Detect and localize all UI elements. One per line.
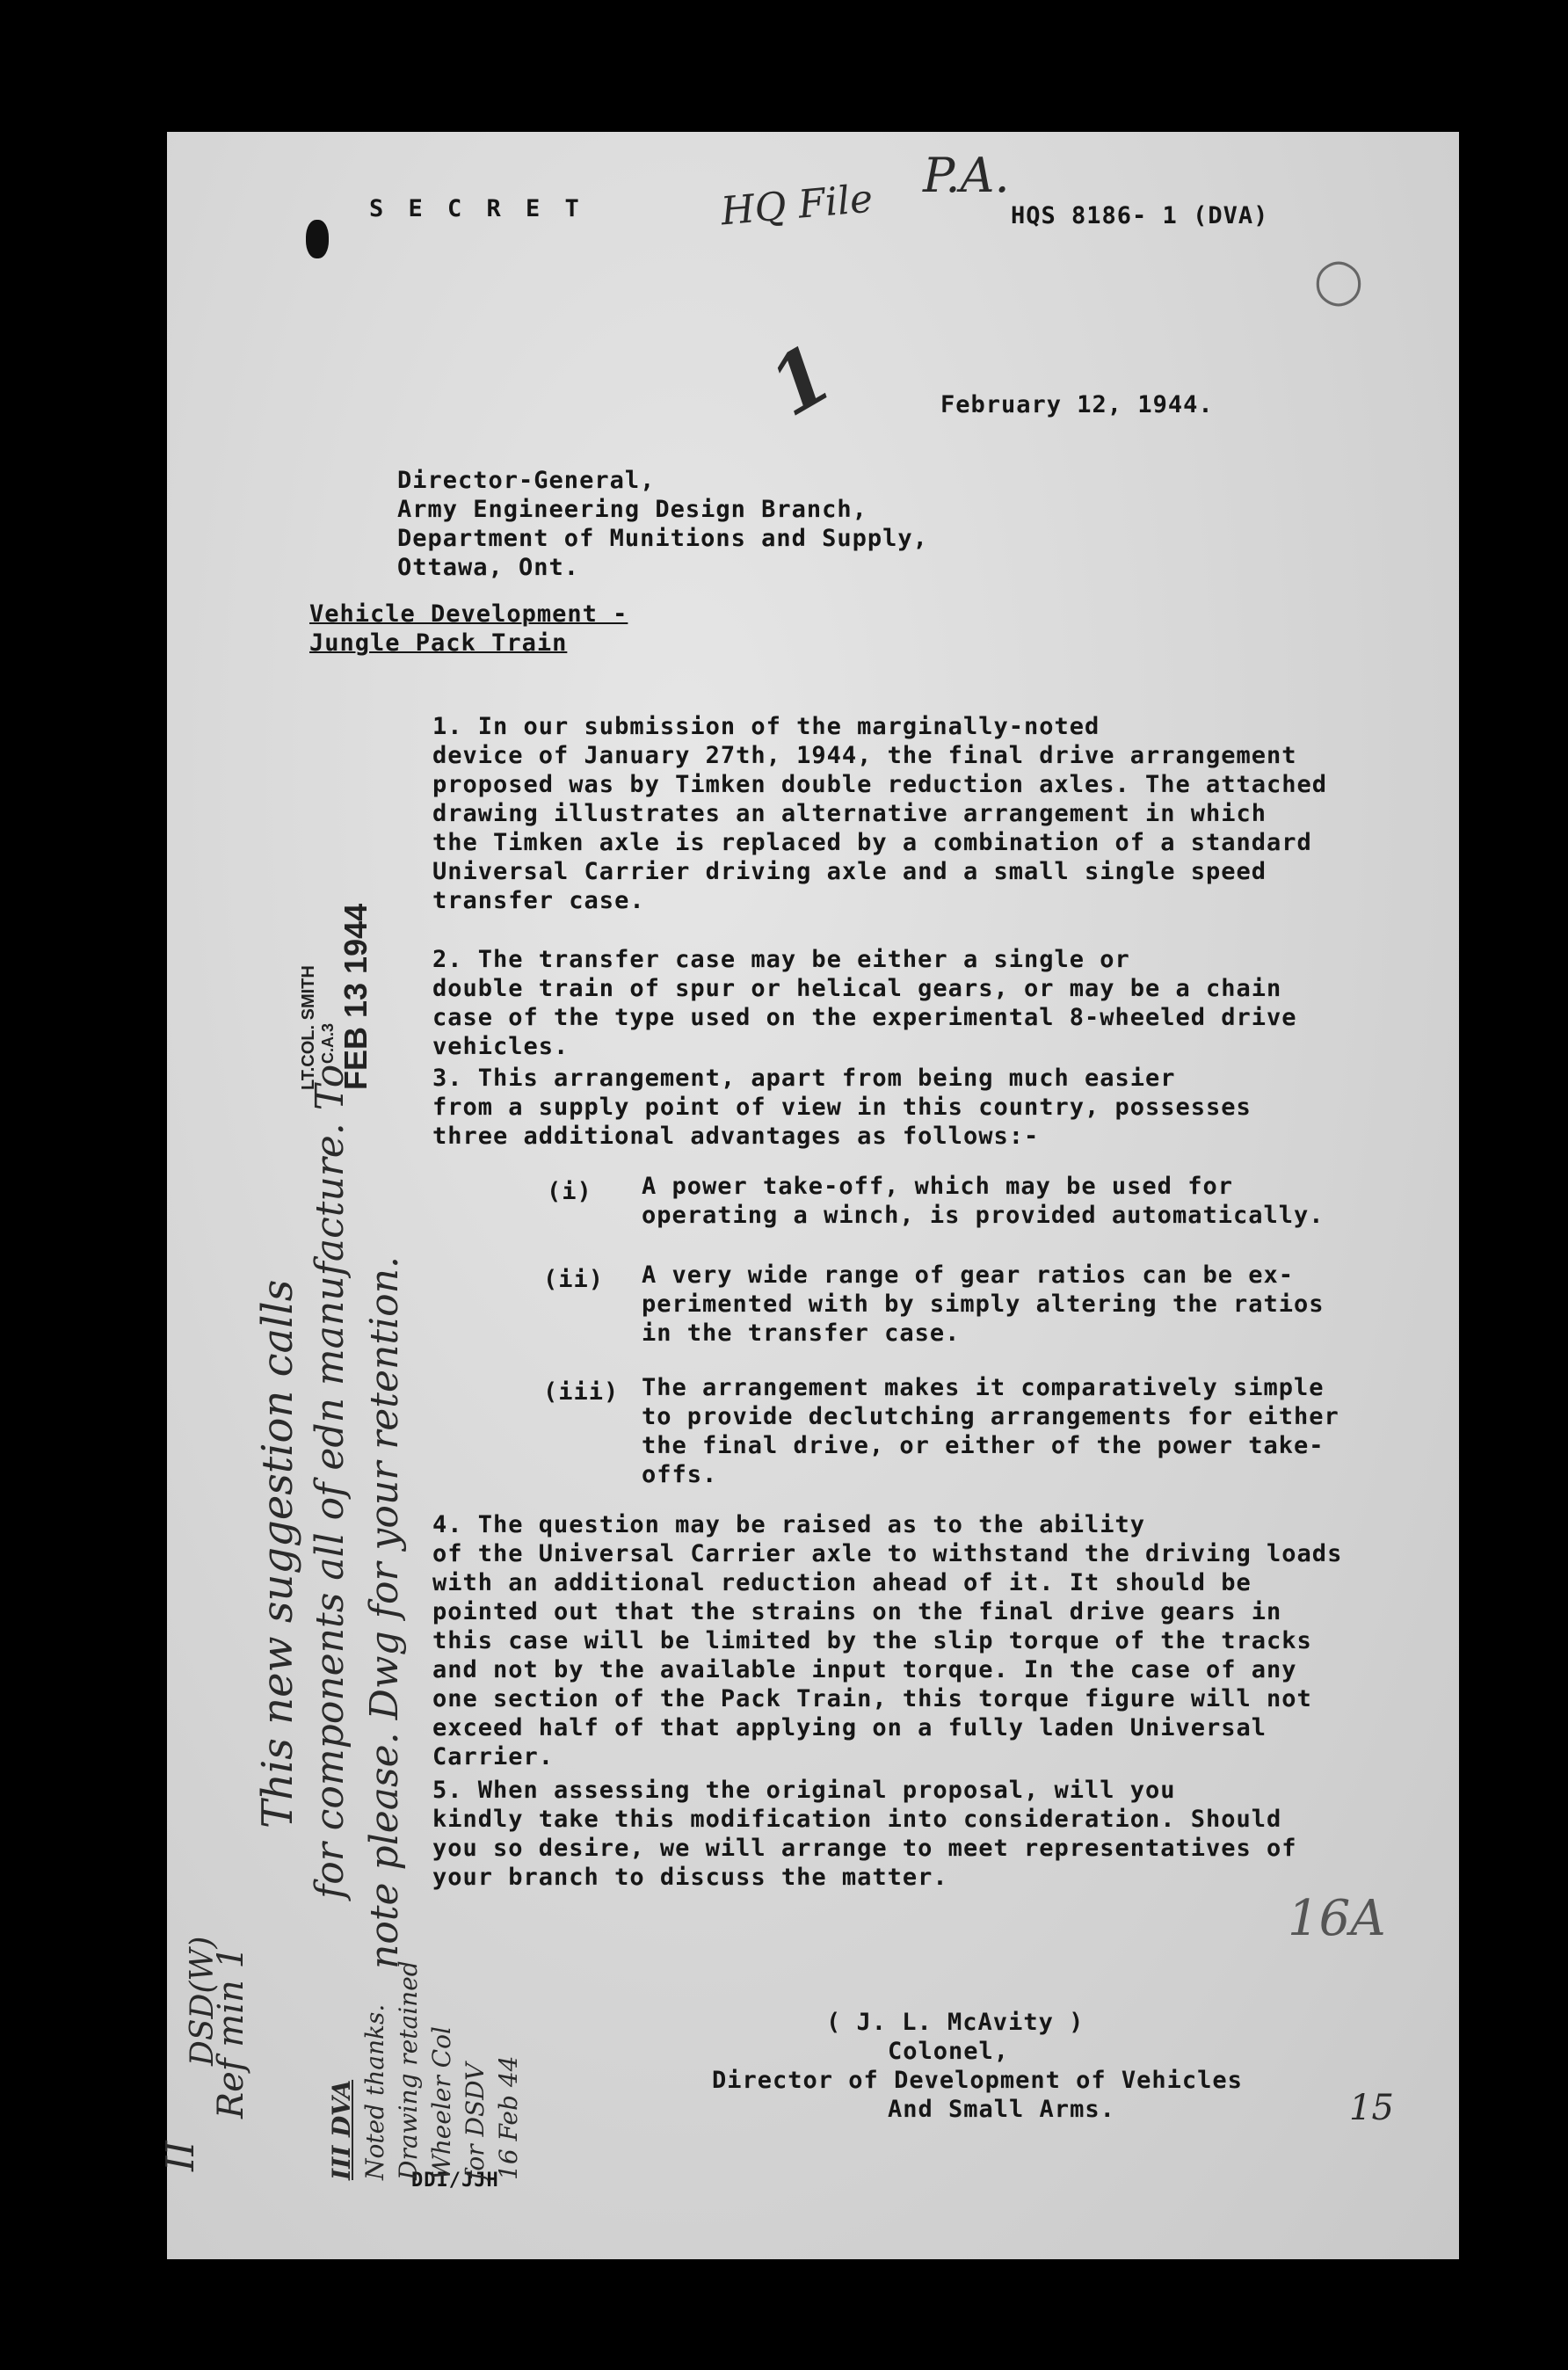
- margin-note: Ref min 1: [211, 1946, 251, 2119]
- paragraph-line: your branch to discuss the matter.: [432, 1864, 948, 1891]
- paragraph-line: exceed half of that applying on a fully laden Universal: [432, 1714, 1267, 1741]
- paragraph-line: drawing illustrates an alternative arrangement in which: [432, 800, 1267, 827]
- document-page: [158, 132, 1459, 2259]
- paragraph-line: case of the type used on the experimental 8-wheeled drive: [432, 1004, 1297, 1031]
- dva-line: Noted thanks.: [360, 2003, 389, 2180]
- item-ii: [642, 1261, 1325, 1348]
- handwritten-file-note: HQ File: [719, 176, 875, 235]
- paragraph-line: one section of the Pack Train, this torque figure will not: [432, 1685, 1312, 1712]
- page-mark: 15: [1349, 2088, 1394, 2128]
- item-line: to provide declutching arrangements for either: [642, 1403, 1339, 1430]
- address-line: Army Engineering Design Branch,: [397, 496, 867, 523]
- paragraph-line: vehicles.: [432, 1033, 570, 1060]
- signatory-name: ( J. L. McAvity ): [826, 2009, 1085, 2036]
- margin-note: note please. Dwg for your retention.: [362, 1256, 407, 1969]
- item-line: A power take-off, which may be used for: [642, 1173, 1233, 1200]
- folio-number: 16A: [1288, 1890, 1386, 1947]
- paragraph-line: transfer case.: [432, 887, 645, 914]
- address-line: Department of Munitions and Supply,: [397, 525, 928, 552]
- margin-note: This new suggestion calls: [253, 1279, 302, 1828]
- dva-line: III DVA: [327, 2079, 356, 2180]
- paragraph-line: kindly take this modification into consideration. Should: [432, 1806, 1282, 1833]
- item-i: [642, 1172, 1325, 1230]
- address-block: [397, 466, 928, 582]
- item-number: (iii): [543, 1378, 620, 1406]
- paragraph-line: from a supply point of view in this country, possesses: [432, 1094, 1252, 1121]
- handwritten-pa-mark: P.A.: [923, 148, 1010, 203]
- stamp-date: FEB 13 1944: [338, 903, 374, 1090]
- paragraph-4: [432, 1510, 1342, 1771]
- item-line: offs.: [642, 1461, 718, 1488]
- dva-minute: [325, 1960, 526, 2180]
- paragraph-line: three additional advantages as follows:-: [432, 1123, 1040, 1150]
- item-iii: [642, 1373, 1339, 1489]
- paragraph-line: device of January 27th, 1944, the final drive arrangement: [432, 742, 1297, 769]
- item-line: perimented with by simply altering the ratios: [642, 1290, 1325, 1318]
- subject-block: [309, 600, 628, 658]
- paragraph-3: [432, 1064, 1252, 1151]
- paragraph-line: Universal Carrier driving axle and a small single speed: [432, 858, 1267, 885]
- classification-label: S E C R E T: [369, 195, 584, 222]
- stamp-officer: LT.COL. SMITH: [299, 965, 318, 1090]
- item-number: (i): [547, 1178, 592, 1205]
- margin-note: II: [158, 2141, 203, 2171]
- reference-initials: DDI/JJH: [411, 2170, 499, 2192]
- stamp-branch: C.A.3: [319, 1022, 337, 1064]
- paragraph-line: with an additional reduction ahead of it. It should be: [432, 1569, 1252, 1596]
- item-line: in the transfer case.: [642, 1319, 961, 1347]
- item-line: The arrangement makes it comparatively simple: [642, 1374, 1325, 1401]
- item-line: A very wide range of gear ratios can be ex-: [642, 1261, 1294, 1289]
- item-line: the final drive, or either of the power take-: [642, 1432, 1325, 1459]
- margin-note: for components all of edn manufacture. To: [308, 1064, 352, 1899]
- letter-date: February 12, 1944.: [940, 391, 1214, 418]
- paragraph-line: and not by the available input torque. In the case of any: [432, 1656, 1297, 1683]
- paragraph-line: 5. When assessing the original proposal, will you: [432, 1777, 1176, 1804]
- paragraph-2: [432, 945, 1297, 1061]
- dva-line: Drawing retained: [394, 1960, 423, 2180]
- dva-line: Wheeler Col: [427, 2026, 456, 2180]
- paragraph-line: 2. The transfer case may be either a single or: [432, 946, 1130, 973]
- address-line: Director-General,: [397, 467, 656, 494]
- handwritten-one-mark: 1: [753, 326, 848, 435]
- item-number: (ii): [543, 1266, 605, 1293]
- address-line: Ottawa, Ont.: [397, 554, 580, 581]
- paragraph-line: pointed out that the strains on the final drive gears in: [432, 1598, 1282, 1625]
- margin-note: DSD(W): [185, 1936, 221, 2066]
- dva-line: for DSDV: [461, 2062, 490, 2180]
- paragraph-line: proposed was by Timken double reduction axles. The attached: [432, 771, 1328, 798]
- subject-line: Jungle Pack Train: [309, 629, 568, 657]
- paragraph-line: of the Universal Carrier axle to withstand the driving loads: [432, 1540, 1343, 1567]
- paragraph-line: 1. In our submission of the marginally-noted: [432, 713, 1100, 740]
- item-line: operating a winch, is provided automatically.: [642, 1202, 1325, 1229]
- subject-line: Vehicle Development -: [309, 600, 628, 628]
- paragraph-5: [432, 1776, 1297, 1892]
- paragraph-line: you so desire, we will arrange to meet representatives of: [432, 1835, 1297, 1862]
- paragraph-line: Carrier.: [432, 1743, 555, 1770]
- paragraph-line: double train of spur or helical gears, or may be a chain: [432, 975, 1282, 1002]
- file-reference: HQS 8186- 1 (DVA): [1011, 202, 1269, 229]
- dva-line: 16 Feb 44: [494, 2055, 523, 2180]
- signatory-title: And Small Arms.: [888, 2096, 1115, 2123]
- corner-mark-icon: ◯: [1314, 255, 1363, 306]
- received-stamp: [299, 800, 374, 1090]
- paragraph-1: [432, 712, 1327, 915]
- signatory-rank: Colonel,: [888, 2038, 1010, 2065]
- signatory-title: Director of Development of Vehicles: [712, 2067, 1243, 2094]
- paragraph-line: 3. This arrangement, apart from being much easier: [432, 1065, 1176, 1092]
- paragraph-line: this case will be limited by the slip torque of the tracks: [432, 1627, 1312, 1654]
- punch-hole: [306, 220, 329, 258]
- paragraph-line: 4. The question may be raised as to the ability: [432, 1511, 1146, 1538]
- paragraph-line: the Timken axle is replaced by a combination of a standard: [432, 829, 1312, 856]
